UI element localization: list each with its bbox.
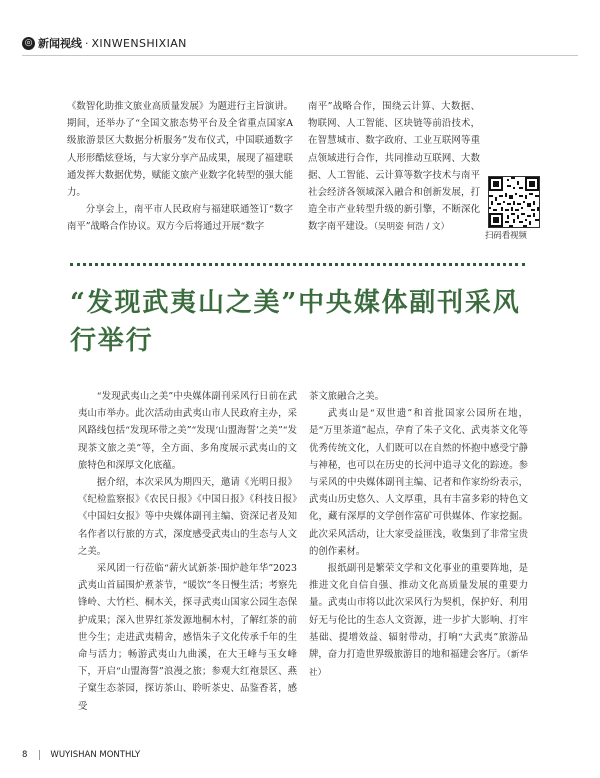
top-left-column [67, 98, 293, 236]
article-right-column [309, 388, 528, 682]
paragraph: 《数智化助推文旅业高质量发展》为题进行主旨演讲。期间，还举办了“全国文旅态势平台及全省重点国家A级旅游景区大数据分析服务”发布仪式，中国联通数字人形形酷炫登场，与大家分享产品成果，展现了福建联通发挥大数据优势，赋能文旅产业数字化转型的强大能力。 [67, 101, 293, 199]
article-left-column [78, 388, 297, 715]
dotted-divider [70, 263, 525, 269]
paragraph-text: 南平”战略合作，围绕云计算、大数据、物联网、人工智能、区块链等前沿技术，在智慧城市、数字政府、工业互联网等重点领域进行合作，共同推动互联网、大数据、人工智能、云计算等数字技术与南平社会经济各领域深入融合和创新发展，打造全市产业转型升级的新引擎，不断深化数字南平建设。 [308, 101, 480, 233]
section-separator: · [85, 36, 89, 50]
paragraph: 采风团一行莅临“薪火试新茶·围炉趁年华”2023武夷山首届围炉煮茶节，“暖饮”冬日慢生活；考察先锋岭、大竹栏、桐木关，探寻武夷山国家公园生态保护成果；深入世界红茶发源地桐木村，了解红茶的前世今生；走进武夷精舍，感悟朱子文化传承千年的生命与活力；畅游武夷山九曲溪，在大王峰与玉女峰下，开启“山盟海誓”浪漫之旅；参观大红袍景区、燕子窠生态茶园，探访茶山、聆听茶史、品鉴香茗，感受 [78, 563, 297, 712]
news-logo-icon: ◎ [22, 37, 35, 50]
magazine-name: WUYISHAN MONTHLY [50, 750, 141, 760]
footer-divider [39, 750, 40, 760]
paragraph [308, 98, 480, 237]
paragraph [309, 560, 528, 682]
paragraph: 分享会上，南平市人民政府与福建联通签订“数字南平”战略合作协议。双方今后将通过开展“数字 [67, 204, 293, 233]
paragraph-text: 报纸副刊是繁荣文学和文化事业的重要阵地，是推进文化自信自强、推动文化高质量发展的重要力量。武夷山市将以此次采风行为契机，保护好、利用好无与伦比的生态人文资源，进一步扩大影响、打牢基础、提增效益、辐射带动，打响“大武夷”旅游品牌，奋力打造世界级旅游目的地和福建会客厅。 [309, 563, 528, 661]
byline: （吴明姿 何浩 / 文） [373, 222, 450, 233]
top-right-column [308, 98, 480, 237]
section-name: 新闻视线 [38, 37, 82, 50]
paragraph: 武夷山是“双世遗”和首批国家公园所在地，是“万里茶道”起点，孕育了朱子文化、武夷茶文化等优秀传统文化，人们既可以在自然的怀抱中感受宁静与神秘，也可以在历史的长河中追寻文化的踪迹。参与采风的中央媒体副刊主编、记者和作家纷纷表示，武夷山历史悠久、人文厚重，具有丰富多彩的特色文化，藏有深厚的文学创作富矿可供媒体、作家挖掘。此次采风活动，让大家受益匪浅，收集到了非常宝贵的创作素材。 [309, 408, 528, 557]
section-header [22, 35, 187, 51]
section-name-en: XINWENSHIXIAN [91, 36, 187, 50]
paragraph: “发现武夷山之美”中央媒体副刊采风行日前在武夷山市举办。此次活动由武夷山市人民政府主办，采风路线包括“发现环带之美”“发现‘山盟海誓’之美”“发现茶文旅之美”等，全方面、多角度展示武夷山的文旅特色和深厚文化底蕴。 [78, 391, 297, 471]
header-divider [22, 55, 578, 56]
qr-code-icon[interactable] [488, 176, 540, 228]
article-title: “发现武夷山之美”中央媒体副刊采风行举行 [70, 288, 521, 356]
page-footer [22, 750, 140, 760]
page-number: 8 [22, 750, 28, 760]
byline: （新华社） [309, 650, 528, 679]
paragraph: 据介绍，本次采风为期四天，邀请《光明日报》《纪检监察报》《农民日报》《中国日报》《科技日报》《中国妇女报》等中央媒体副刊主编、资深记者及知名作者以行旅的方式，深度感受武夷山的生态与人文之美。 [78, 477, 297, 557]
paragraph: 茶文旅融合之美。 [309, 391, 385, 402]
qr-caption: 扫码看视频 [485, 230, 527, 240]
